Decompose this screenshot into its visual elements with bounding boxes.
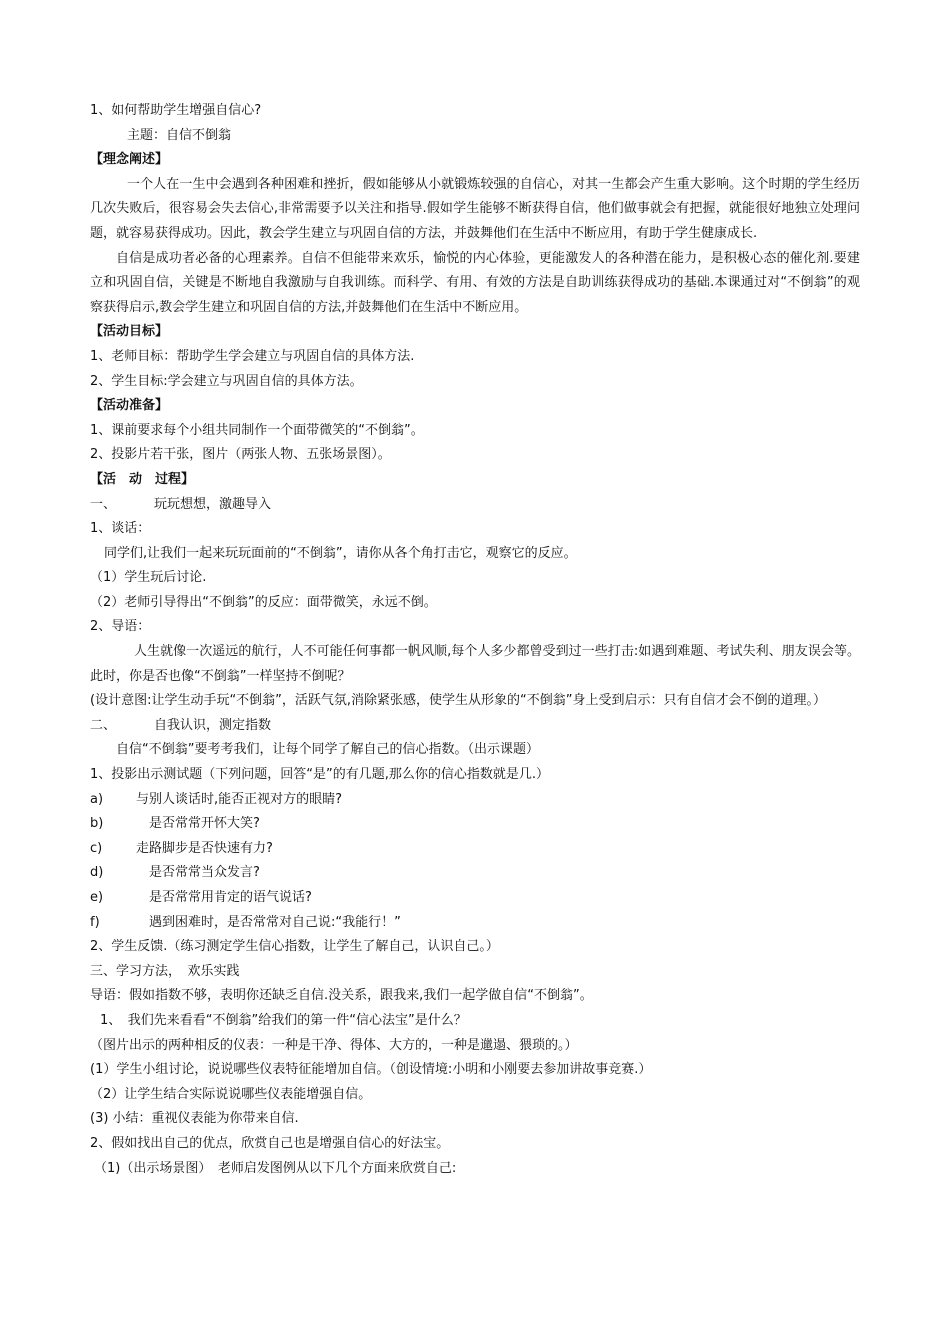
text-line: （1)（出示场景图） 老师启发图例从以下几个方面来欣赏自己: (94, 1160, 457, 1176)
item-label: d) (90, 865, 104, 881)
text-line (90, 837, 860, 862)
text-line (90, 812, 860, 837)
item-label: f) (90, 914, 100, 930)
text-line: 1、谈话： (90, 521, 151, 537)
text-line: 人生就像一次遥远的航行，人不可能任何事都一帆风顺,每个人多少都曾受到过一些打击:如遇到难题、考试失利、朋友误会等。此时，你是否也像“不倒翁”一样坚持不倒呢？ (90, 644, 860, 684)
text-line: 【活动目标】 (90, 324, 169, 340)
item-text: 是否常常开怀大笑? (136, 816, 260, 832)
item-text: 走路脚步是否快速有力? (136, 840, 273, 856)
item-label: b) (90, 816, 104, 832)
text-line: 2、导语： (90, 619, 151, 635)
text-line: 一个人在一生中会遇到各种困难和挫折，假如能够从小就锻炼较强的自信心，对其一生都会产生重大影响。这个时期的学生经历几次失败后，很容易会失去信心,非常需要予以关注和指导.假如学生能够不断获得自信，他们做事就会有把握，就能很好地独立处理问题，就容易获得成功。因此，教会学生建立与巩固自信的方法，并鼓舞他们在生活中不断应用，有助于学生健康成长. (90, 176, 860, 241)
text-line: 2、学生目标:学会建立与巩固自信的具体方法。 (90, 373, 363, 389)
section-number: 二、 (90, 717, 117, 733)
text-line: 2、假如找出自己的优点，欣赏自己也是增强自信心的好法宝。 (90, 1135, 450, 1151)
section-title: 自我认识，测定指数 (154, 717, 272, 733)
text-line (90, 886, 860, 911)
text-line (90, 911, 860, 936)
text-line: 【理念阐述】 (90, 152, 169, 168)
section-title: 玩玩想想，激趣导入 (154, 496, 272, 512)
text-line: 主题：自信不倒翁 (127, 127, 232, 143)
text-line: 【活 动 过程】 (90, 471, 195, 487)
text-line: （1）学生玩后讨论. (90, 570, 207, 586)
item-label: c) (90, 840, 103, 856)
text-line (90, 714, 860, 739)
text-line: 自信“不倒翁”要考考我们，让每个同学了解自己的信心指数。（出示课题） (116, 742, 539, 758)
text-line: （2）让学生结合实际说说哪些仪表能增强自信。 (90, 1086, 372, 1102)
section-number: 一、 (90, 496, 117, 512)
text-line: 导语：假如指数不够，表明你还缺乏自信.没关系，跟我来,我们一起学做自信“不倒翁”。 (90, 988, 593, 1004)
document-body (90, 99, 860, 1181)
text-line: 三、学习方法， 欢乐实践 (90, 963, 240, 979)
text-line: 1、老师目标：帮助学生学会建立与巩固自信的具体方法. (90, 348, 415, 364)
text-line: 1、 我们先来看看“不倒翁”给我们的第一件“信心法宝”是什么？ (100, 1012, 467, 1028)
item-text: 遇到困难时，是否常常对自己说:“我能行！” (136, 914, 401, 930)
text-line: 【活动准备】 (90, 398, 169, 414)
item-text: 与别人谈话时,能否正视对方的眼睛? (136, 791, 343, 807)
text-line: 同学们,让我们一起来玩玩面前的“不倒翁”，请你从各个角打击它，观察它的反应。 (104, 545, 577, 561)
text-line: （2）老师引导得出“不倒翁”的反应：面带微笑，永远不倒。 (90, 594, 437, 610)
item-label: a) (90, 791, 104, 807)
text-line: (3) 小结：重视仪表能为你带来自信. (90, 1111, 299, 1127)
text-line: (设计意图:让学生动手玩“不倒翁”，活跃气氛,消除紧张感，使学生从形象的“不倒翁”身上受到启示：只有自信才会不倒的道理。） (90, 693, 827, 709)
text-line (90, 861, 860, 886)
text-line (90, 493, 860, 518)
text-line: 1、投影出示测试题（下列问题，回答“是”的有几题,那么你的信心指数就是几.） (90, 767, 550, 783)
text-line: (1）学生小组讨论，说说哪些仪表特征能增加自信。（创设情境:小明和小刚要去参加讲故事竞赛.） (90, 1062, 652, 1078)
text-line: （图片出示的两种相反的仪表：一种是干净、得体、大方的，一种是邋遢、猥琐的。） (90, 1037, 578, 1053)
text-line: 自信是成功者必备的心理素养。自信不但能带来欢乐，愉悦的内心体验，更能激发人的各种潜在能力，是积极心态的催化剂.要建立和巩固自信，关键是不断地自我激励与自我训练。而科学、有用、有效的方法是自助训练获得成功的基础.本课通过对“不倒翁”的观察获得启示,教会学生建立和巩固自信的方法,并鼓舞他们在生活中不断应用。 (90, 250, 860, 315)
text-line (90, 788, 860, 813)
item-text: 是否常常当众发言? (136, 865, 260, 881)
item-text: 是否常常用肯定的语气说话? (136, 890, 312, 905)
text-line: 2、投影片若干张，图片（两张人物、五张场景图）。 (90, 447, 391, 463)
text-line: 1、课前要求每个小组共同制作一个面带微笑的“不倒翁”。 (90, 422, 424, 438)
text-line: 1、如何帮助学生增强自信心? (90, 103, 262, 118)
item-label: e) (90, 890, 104, 905)
text-line: 2、学生反馈.（练习测定学生信心指数，让学生了解自己，认识自己。） (90, 939, 499, 955)
